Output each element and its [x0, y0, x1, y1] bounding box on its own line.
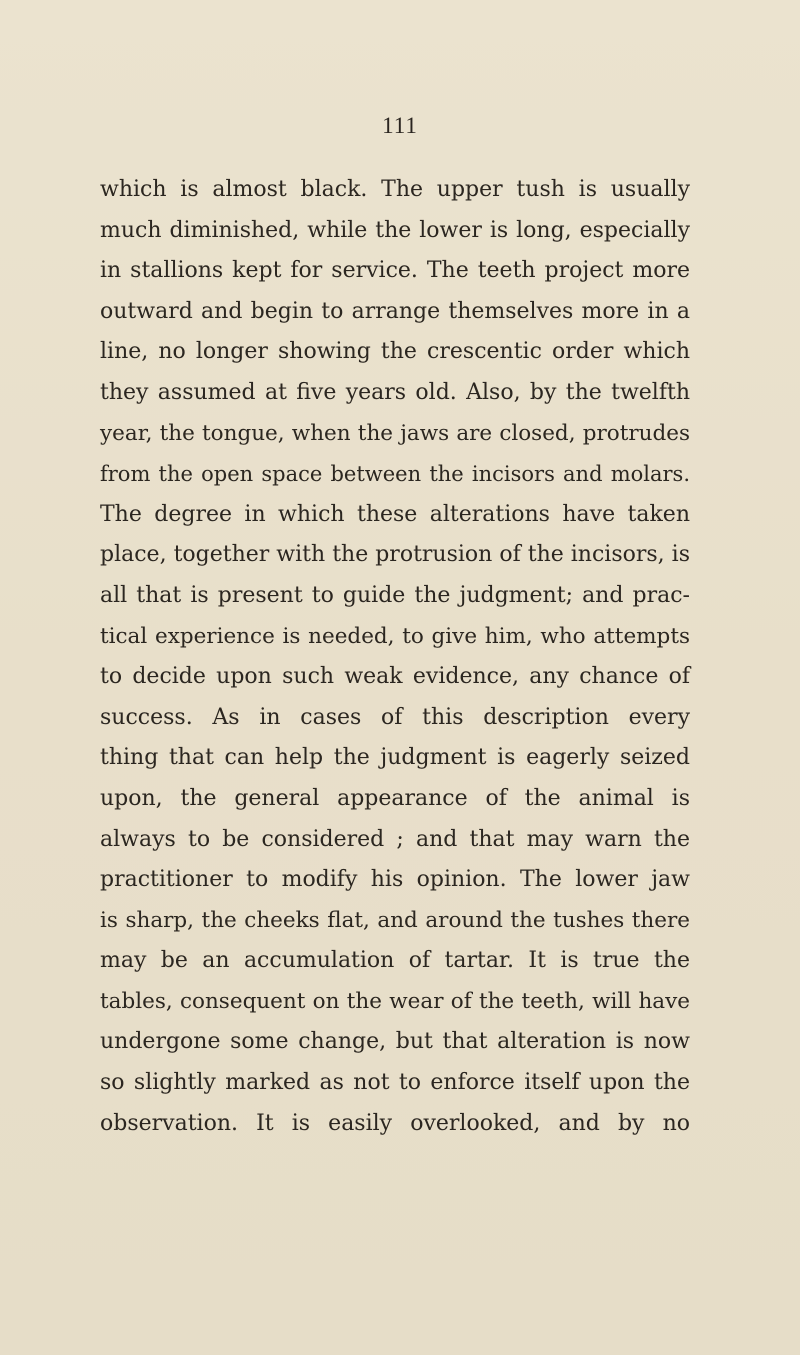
text-line: from the open space between the incisors and molars. — [100, 462, 690, 487]
text-line: tables, consequent on the wear of the teeth, will have — [100, 988, 690, 1014]
text-line: outward and begin to arrange themselves more in a — [100, 298, 690, 324]
text-line: undergone some change, but that alteration is now — [100, 1029, 690, 1055]
text-line: upon, the general appearance of the animal is — [100, 785, 690, 811]
text-line: may be an accumulation of tartar. It is true the — [100, 948, 690, 974]
text-line: observation. It is easily overlooked, and by no — [100, 1110, 690, 1136]
text-line: success. As in cases of this description every — [100, 704, 690, 730]
text-line: all that is present to guide the judgment; and prac- — [100, 582, 690, 608]
text-line: which is almost black. The upper tush is usually — [100, 177, 690, 202]
text-line: to decide upon such weak evidence, any chance of — [100, 664, 690, 690]
text-line: is sharp, the cheeks flat, and around the tushes there — [100, 907, 690, 933]
text-line: they assumed at five years old. Also, by the twelfth — [100, 379, 690, 405]
text-line: always to be considered ; and that may warn the — [100, 826, 690, 852]
text-line: tical experience is needed, to give him, who attempts — [100, 623, 690, 649]
text-line: in stallions kept for service. The teeth project more — [100, 258, 690, 284]
page-number: 111 — [382, 113, 418, 138]
text-line: thing that can help the judgment is eagerly seized — [100, 745, 690, 771]
text-line: place, together with the protrusion of the incisors, is — [100, 542, 690, 568]
body-text — [100, 170, 690, 1144]
text-line: so slightly marked as not to enforce itself upon the — [100, 1070, 690, 1096]
text-line: The degree in which these alterations have taken — [100, 501, 690, 527]
text-line: much diminished, while the lower is long, especially — [100, 217, 690, 243]
text-line: year, the tongue, when the jaws are closed, protrudes — [100, 420, 690, 446]
text-line: practitioner to modify his opinion. The lower jaw — [100, 867, 690, 893]
text-line: line, no longer showing the crescentic order which — [100, 339, 690, 365]
